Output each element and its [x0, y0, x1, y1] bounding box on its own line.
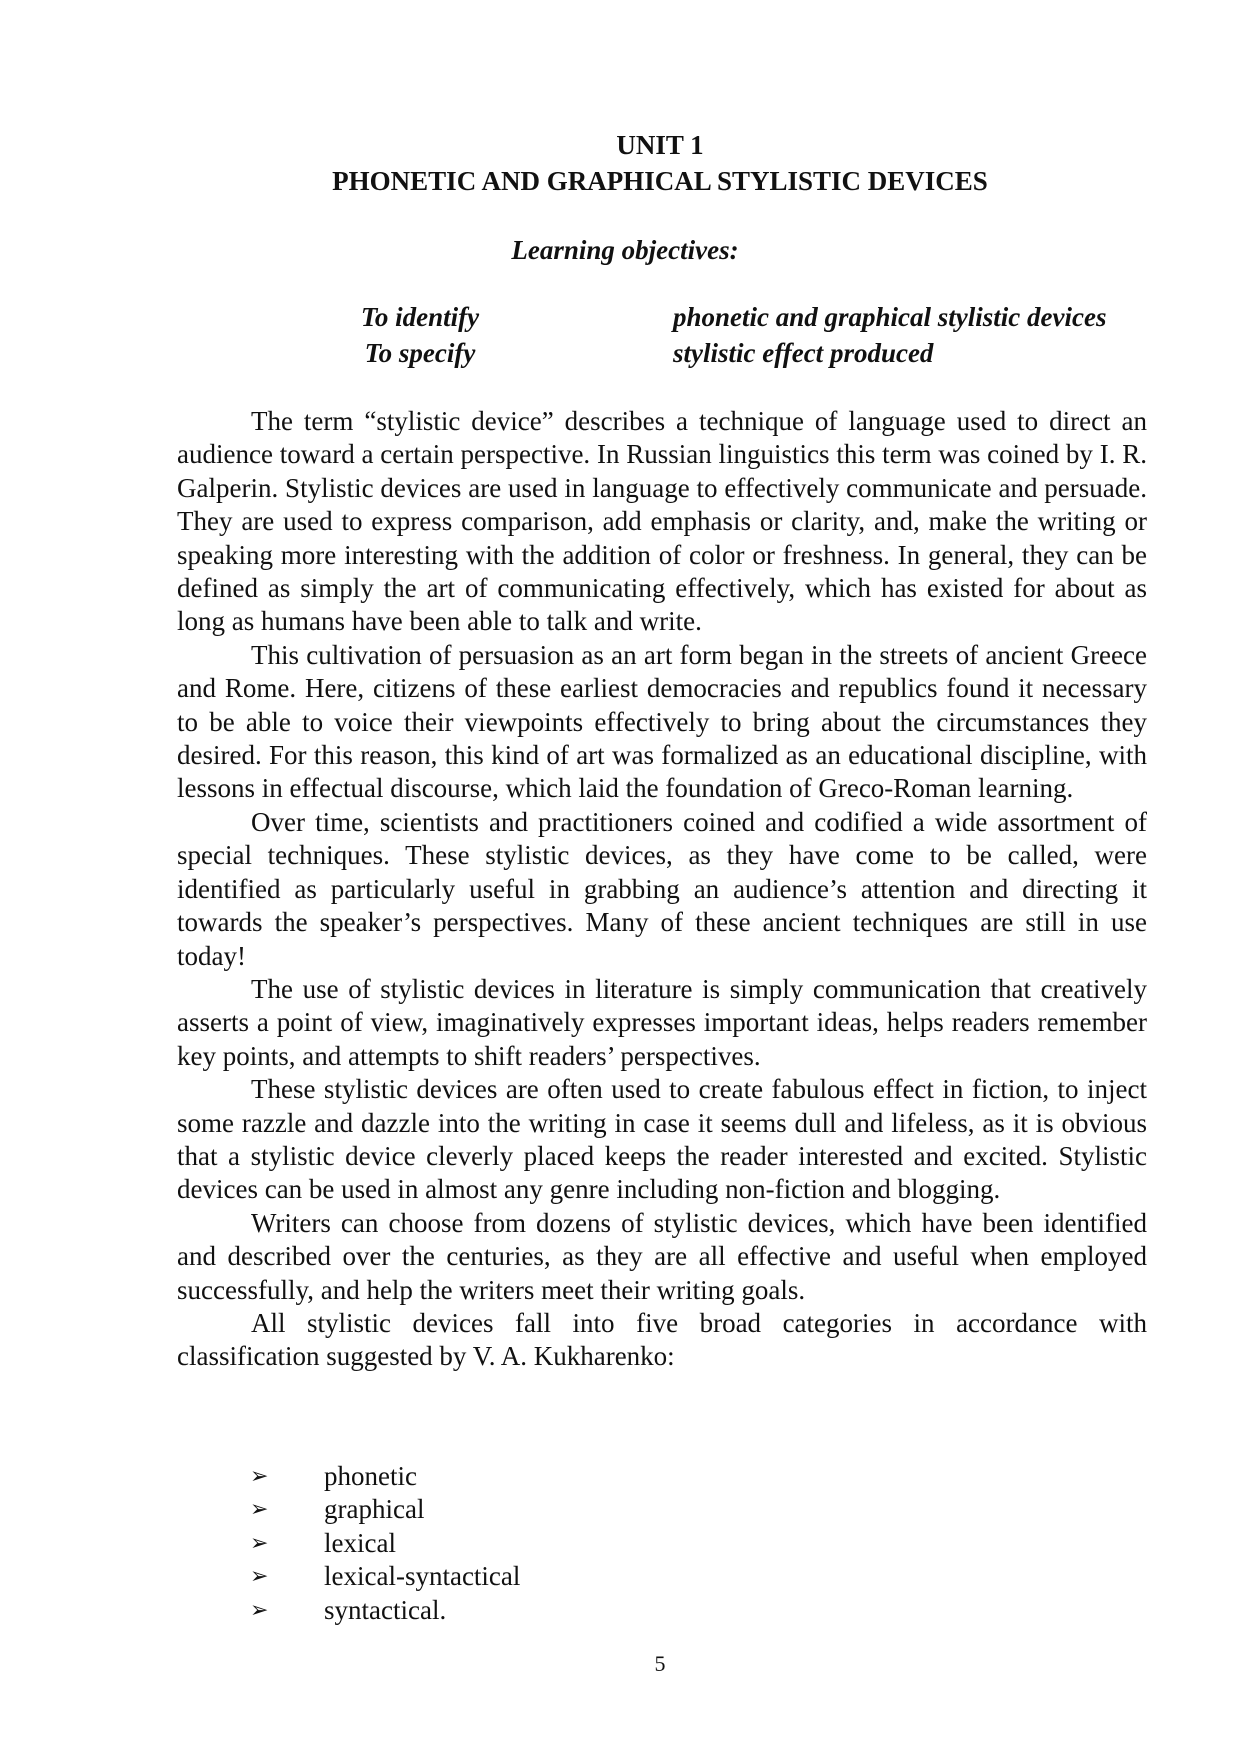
category-label: lexical	[324, 1527, 396, 1558]
category-label: lexical-syntactical	[324, 1561, 521, 1592]
page-number: 5	[654, 1651, 666, 1676]
objective-row	[0, 299, 1241, 335]
arrow-bullet-icon: ➢	[250, 1530, 269, 1556]
objective-verb: To identify	[360, 302, 480, 332]
learning-objectives-heading: Learning objectives:	[511, 235, 739, 265]
objective-row	[0, 335, 1241, 371]
category-label: phonetic	[324, 1461, 417, 1491]
objective-object: stylistic effect produced	[673, 338, 934, 368]
paragraph: These stylistic devices are often used to create fabulous effect in fiction, to inject some razzle and dazzle into the writing in case it seems dull and lifeless, as it is obvious that a stylistic device cleverly placed keeps the reader interested and excited. Stylistic devices can be used in almost any genre including non-fiction and blogging.	[177, 1074, 1147, 1205]
objective-object: phonetic and graphical stylistic devices	[673, 302, 1107, 332]
paragraph: The term “stylistic device” describes a technique of language used to direct an audience toward a certain perspective. In Russian linguistics this term was coined by I. R. Galperin. Stylistic devices are used in language to effectively communicate and persuade. They are used to express comparison, add emphasis or clarity, and, make the writing or speaking more interesting with the addition of color or freshness. In general, they can be defined as simply the art of communicating effectively, which has existed for about as long as humans have been able to talk and write.	[177, 406, 1147, 637]
paragraph: Over time, scientists and practitioners coined and codified a wide assortment of special techniques. These stylistic devices, as they have come to be called, were identified as particularly useful in grabbing an audience’s attention and directing it towards the speaker’s perspectives. Many of these ancient techniques are still in use today!	[177, 806, 1147, 971]
category-label: graphical	[324, 1494, 425, 1525]
unit-title: PHONETIC AND GRAPHICAL STYLISTIC DEVICES	[332, 166, 988, 196]
objective-verb: To specify	[364, 338, 476, 368]
paragraph: All stylistic devices fall into five broad categories in accordance with classification suggested by V. A. Kukharenko:	[177, 1307, 1147, 1372]
body-text	[177, 405, 1147, 1374]
category-label: syntactical.	[324, 1594, 447, 1625]
arrow-bullet-icon: ➢	[250, 1464, 269, 1489]
paragraph: Writers can choose from dozens of stylistic devices, which have been identified and described over the centuries, as they are all effective and useful when employed successfully, and help the writers meet their writing goals.	[177, 1207, 1147, 1305]
paragraph: This cultivation of persuasion as an art form began in the streets of ancient Greece and Rome. Here, citizens of these earliest democracies and republics found it necessary to be able to voice their viewpoints effectively to bring about the circumstances they desired. For this reason, this kind of art was formalized as an educational discipline, with lessons in effectual discourse, which laid the foundation of Greco-Roman learning.	[177, 639, 1147, 804]
arrow-bullet-icon: ➢	[250, 1564, 269, 1590]
arrow-bullet-icon: ➢	[250, 1597, 269, 1623]
paragraph: The use of stylistic devices in literature is simply communication that creatively asserts a point of view, imaginatively expresses important ideas, helps readers remember key points, and attempts to shift readers’ perspectives.	[177, 973, 1147, 1071]
unit-label: UNIT 1	[616, 130, 704, 160]
arrow-bullet-icon: ➢	[250, 1497, 269, 1523]
